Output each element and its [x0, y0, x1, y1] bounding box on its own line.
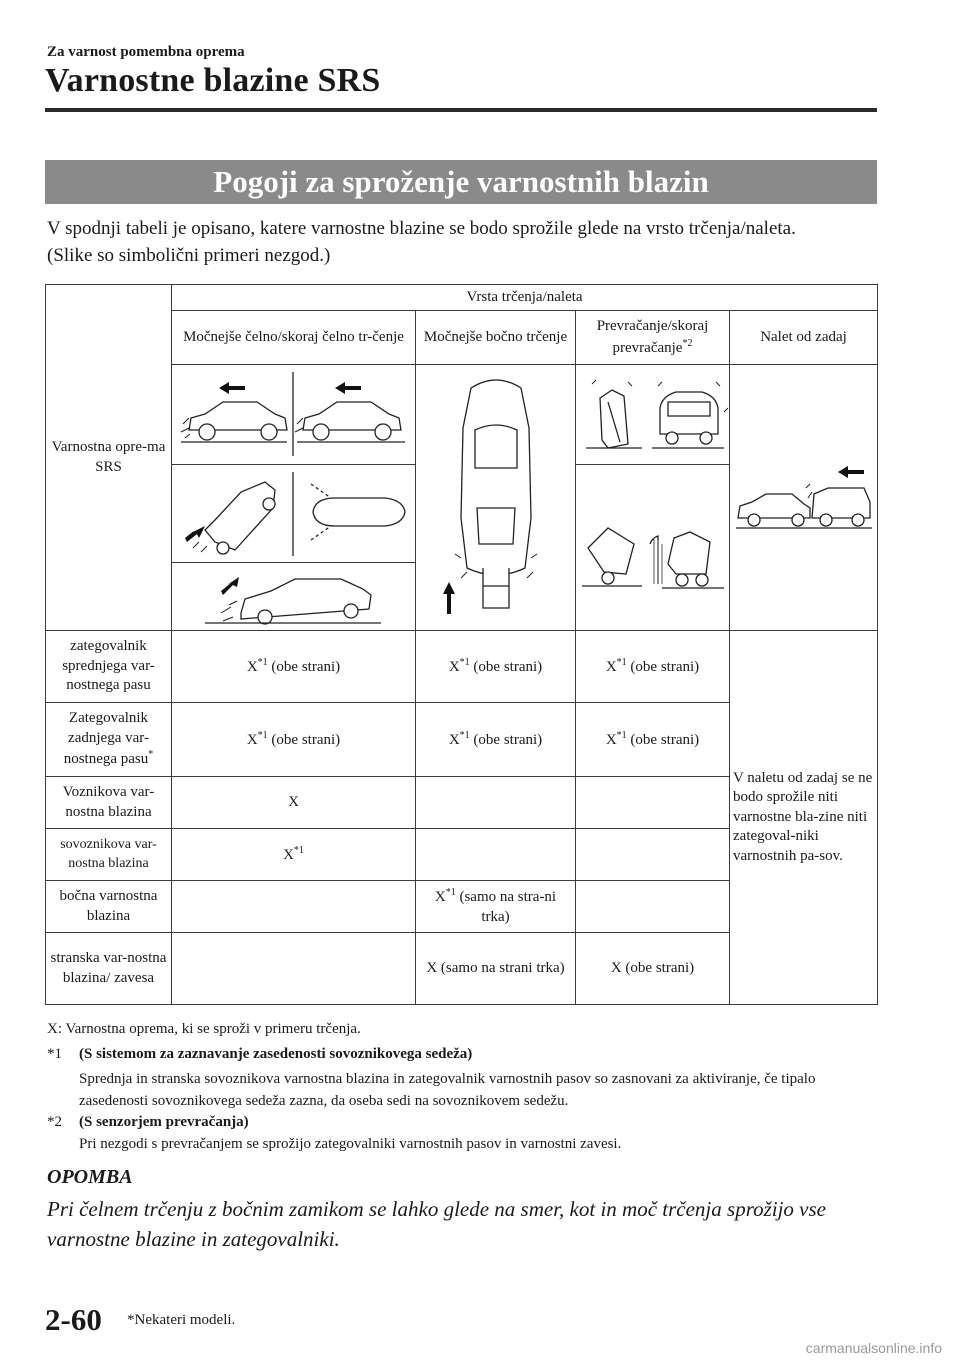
row-rear-pretensioner-label: Zategovalnik zadnjega var-nostnega pasu — [63, 710, 149, 768]
sup-1: *1 — [257, 729, 268, 741]
row-header-title: Varnostna opre-ma SRS — [46, 285, 172, 631]
both-sides-text: (obe strani) — [469, 731, 543, 748]
row-driver-airbag: Voznikova var-nostna blazina — [46, 777, 172, 829]
footnote-1-heading: (S sistemom za zaznavanje zasedenosti sovoznikovega sedeža) — [79, 1046, 473, 1062]
x-mark: X — [246, 658, 258, 675]
group-header: Vrsta trčenja/naleta — [172, 285, 878, 311]
col-frontal: Močnejše čelno/skoraj čelno tr-čenje — [172, 311, 416, 365]
side-crash-picture — [416, 365, 576, 631]
rear-crash-picture — [730, 365, 878, 631]
rear-pretensioner-rollover — [576, 703, 730, 777]
curtain-rollover: X (obe strani) — [576, 933, 730, 1005]
frontal-crash-picture-2 — [172, 465, 416, 563]
side-airbag-side — [416, 881, 576, 933]
note-text: Pri čelnem trčenju z bočnim zamikom se lahko glede na smer, kot in moč trčenja sprožijo vse varnostne blazine in zategovalniki. — [47, 1197, 826, 1251]
footer-note: *Nekateri modeli. — [127, 1312, 236, 1328]
passenger-airbag-rollover — [576, 829, 730, 881]
asterisk-sup: * — [148, 749, 154, 761]
driver-airbag-rollover — [576, 777, 730, 829]
both-sides-text: (obe strani) — [267, 731, 341, 748]
front-pretensioner-side — [416, 631, 576, 703]
side-only-text: (samo na stra-ni trka) — [455, 889, 557, 925]
x-mark: X — [605, 731, 617, 748]
footnote-2-heading: (S senzorjem prevračanja) — [79, 1114, 249, 1130]
sup-1: *1 — [257, 656, 268, 668]
title-rule — [45, 108, 877, 112]
both-sides-text: (obe strani) — [469, 658, 543, 675]
x-mark: X — [246, 731, 258, 748]
rear-pretensioner-frontal — [172, 703, 416, 777]
footnote-2-number: *2 — [47, 1114, 62, 1130]
sup-1: *1 — [293, 844, 304, 856]
passenger-airbag-frontal — [172, 829, 416, 881]
both-sides-text: (obe strani) — [626, 731, 700, 748]
airbag-deployment-table — [45, 284, 878, 1005]
x-mark: X — [605, 658, 617, 675]
intro-line-1: V spodnji tabeli je opisano, katere varnostne blazine se bodo sprožile glede na vrsto trčenja/naleta. — [47, 218, 796, 239]
sup-1: *1 — [616, 656, 627, 668]
side-airbag-rollover — [576, 881, 730, 933]
frontal-crash-picture-3 — [172, 563, 416, 631]
col-side: Močnejše bočno trčenje — [416, 311, 576, 365]
page-number: 2-60 — [45, 1302, 102, 1337]
sup-1: *1 — [459, 656, 470, 668]
both-sides-text: (obe strani) — [267, 658, 341, 675]
rollover-picture-2 — [576, 465, 730, 631]
section-banner: Pogoji za sproženje varnostnih blazin — [45, 160, 877, 204]
footnote-2-text: Pri nezgodi s prevračanjem se sprožijo zategovalniki varnostnih pasov in varnostni zavesi. — [79, 1136, 622, 1152]
x-mark: X — [448, 731, 460, 748]
watermark: carmanualsonline.info — [805, 1340, 942, 1356]
both-sides-text: (obe strani) — [626, 658, 700, 675]
row-curtain-airbag: stranska var-nostna blazina/ zavesa — [46, 933, 172, 1005]
col-rollover-label: Prevračanje/skoraj prevračanje — [596, 318, 709, 356]
footnote-1-number: *1 — [47, 1046, 62, 1062]
section-label: Za varnost pomembna oprema — [47, 44, 245, 60]
row-rear-pretensioner — [46, 703, 172, 777]
col-rollover-sup: *2 — [682, 337, 693, 349]
footnote-1-text: Sprednja in stranska sovoznikova varnostna blazina in zategovalnik varnostnih pasov so zasnovani za aktiviranje, če tipalo zasedenosti sovoznikovega sedeža zazna, da oseba sedi na sovoznikovem sedežu. — [79, 1071, 816, 1109]
passenger-airbag-side — [416, 829, 576, 881]
page-title: Varnostne blazine SRS — [45, 62, 381, 99]
sup-1: *1 — [445, 887, 456, 898]
note-heading: OPOMBA — [47, 1166, 133, 1188]
curtain-side: X (samo na strani trka) — [416, 933, 576, 1005]
sup-1: *1 — [616, 729, 627, 741]
row-front-pretensioner: zategovalnik sprednjega var-nostnega pasu — [46, 631, 172, 703]
legend-text: X: Varnostna oprema, ki se sproži v primeru trčenja. — [47, 1021, 361, 1037]
row-passenger-airbag: sovoznikova var-nostna blazina — [46, 829, 172, 881]
front-pretensioner-frontal — [172, 631, 416, 703]
frontal-crash-picture-1 — [172, 365, 416, 465]
intro-line-2: (Slike so simbolični primeri nezgod.) — [47, 245, 331, 266]
row-side-airbag: bočna varnostna blazina — [46, 881, 172, 933]
col-rollover — [576, 311, 730, 365]
front-pretensioner-rollover — [576, 631, 730, 703]
x-mark: X — [434, 889, 446, 905]
rollover-picture-1 — [576, 365, 730, 465]
x-mark: X — [448, 658, 460, 675]
curtain-frontal — [172, 933, 416, 1005]
rear-pretensioner-side — [416, 703, 576, 777]
driver-airbag-frontal: X — [172, 777, 416, 829]
x-mark: X — [283, 846, 294, 863]
side-airbag-frontal — [172, 881, 416, 933]
sup-1: *1 — [459, 729, 470, 741]
rear-collision-note: V naletu od zadaj se ne bodo sprožile niti varnostne bla-zine niti zategoval-niki varnostnih pa-sov. — [730, 631, 878, 1005]
driver-airbag-side — [416, 777, 576, 829]
col-rear: Nalet od zadaj — [730, 311, 878, 365]
